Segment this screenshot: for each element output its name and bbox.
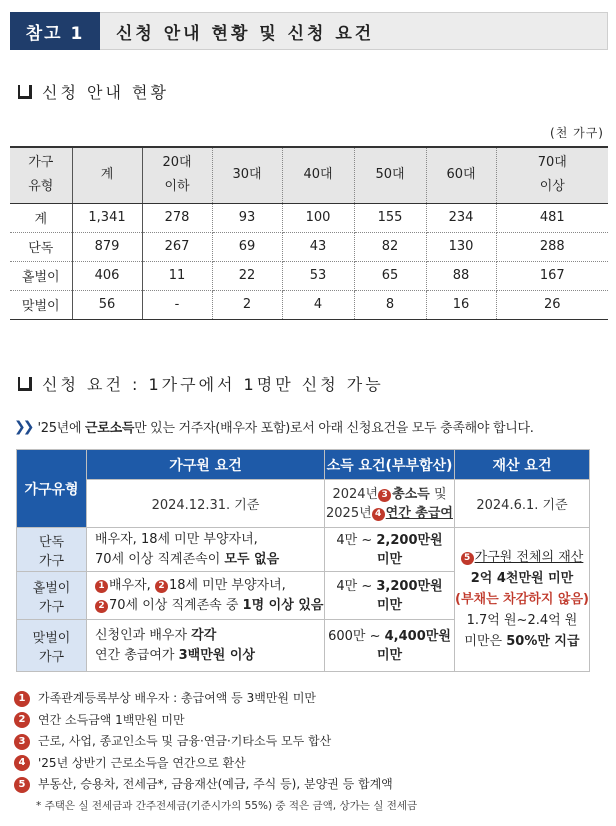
status-table	[10, 146, 608, 320]
table-cell: 155	[354, 203, 426, 232]
table-cell: 4	[282, 290, 354, 319]
section-heading-requirements	[18, 372, 384, 395]
note-item: 4 '25년 상반기 근로소득을 연간으로 환산	[14, 753, 417, 775]
table-cell: -	[142, 290, 212, 319]
table-cell: 53	[282, 261, 354, 290]
note-item: 5 부동산, 승용차, 전세금*, 금융재산(예금, 주식 등), 분양권 등 합계액	[14, 774, 417, 796]
section-title: 신청 안내 현황	[42, 83, 169, 102]
table-cell: 56	[72, 290, 142, 319]
table-cell: 11	[142, 261, 212, 290]
table-cell: 2	[212, 290, 282, 319]
intro-line	[14, 417, 534, 436]
member-req-single-earner: 1 배우자, 2 18세 미만 부양자녀, 2 70세 이상 직계존속 중 1명 이상 있음	[87, 572, 325, 620]
column-header-30s: 30대	[212, 147, 282, 203]
table-cell: 100	[282, 203, 354, 232]
table-row	[10, 203, 608, 232]
table-row	[10, 290, 608, 319]
header-household-type: 가구유형	[17, 450, 87, 528]
table-cell: 16	[426, 290, 496, 319]
section-title: 신청 요건 : 1가구에서 1명만 신청 가능	[42, 375, 384, 394]
intro-text: '25년에 근로소득만 있는 거주자(배우자 포함)로서 아래 신청요건을 모두 충족해야 합니다.	[37, 421, 534, 436]
table-cell: 234	[426, 203, 496, 232]
row-label: 단독	[10, 232, 72, 261]
note-item: 1 가족관계등록부상 배우자 : 총급여액 등 3백만원 미만	[14, 688, 417, 710]
table-cell: 1,341	[72, 203, 142, 232]
column-header-40s: 40대	[282, 147, 354, 203]
row-label: 계	[10, 203, 72, 232]
income-req-single-earner: 4만 ~ 3,200만원 미만	[325, 572, 455, 620]
column-header-type: 가구 유형	[10, 147, 72, 203]
double-chevron-icon: ❯❯	[14, 418, 32, 435]
table-cell: 82	[354, 232, 426, 261]
table-cell: 167	[496, 261, 608, 290]
section-heading-status	[18, 80, 169, 103]
table-cell: 130	[426, 232, 496, 261]
asset-basis-date: 2024.6.1. 기준	[455, 480, 590, 528]
income-basis: 2024년 3 총소득 및 2025년 4 연간 총급여	[325, 480, 455, 528]
table-cell: 65	[354, 261, 426, 290]
page-header	[10, 12, 608, 50]
unit-label: (천 가구)	[550, 126, 604, 140]
row-label-dual-earner: 맞벌이 가구	[17, 620, 87, 672]
table-row	[10, 232, 608, 261]
column-header-70s: 70대 이상	[496, 147, 608, 203]
column-header-total: 계	[72, 147, 142, 203]
member-req-single: 배우자, 18세 미만 부양자녀, 70세 이상 직계존속이 모두 없음	[87, 528, 325, 572]
page-title: 신청 안내 현황 및 신청 요건	[100, 12, 608, 50]
table-cell: 879	[72, 232, 142, 261]
requirements-table	[16, 449, 590, 672]
column-header-50s: 50대	[354, 147, 426, 203]
header-member-req: 가구원 요건	[87, 450, 325, 480]
table-cell: 267	[142, 232, 212, 261]
table-cell: 406	[72, 261, 142, 290]
member-req-dual-earner: 신청인과 배우자 각각 연간 총급여가 3백만원 이상	[87, 620, 325, 672]
column-header-20s: 20대 이하	[142, 147, 212, 203]
checkbox-bullet-icon	[18, 377, 32, 391]
note-item: 2 연간 소득금액 1백만원 미만	[14, 710, 417, 732]
column-header-60s: 60대	[426, 147, 496, 203]
table-cell: 481	[496, 203, 608, 232]
table-cell: 8	[354, 290, 426, 319]
header-income-req: 소득 요건(부부합산)	[325, 450, 455, 480]
table-row	[10, 261, 608, 290]
income-req-single: 4만 ~ 2,200만원 미만	[325, 528, 455, 572]
table-cell: 288	[496, 232, 608, 261]
table-cell: 43	[282, 232, 354, 261]
table-cell: 22	[212, 261, 282, 290]
row-label-single-earner: 홑벌이 가구	[17, 572, 87, 620]
table-cell: 69	[212, 232, 282, 261]
checkbox-bullet-icon	[18, 85, 32, 99]
member-basis-date: 2024.12.31. 기준	[87, 480, 325, 528]
asset-req: 5 가구원 전체의 재산 2억 4천만원 미만 (부채는 차감하지 않음) 1.7억 원~2.4억 원 미만은 50%만 지급	[455, 528, 590, 672]
header-asset-req: 재산 요건	[455, 450, 590, 480]
row-label: 맞벌이	[10, 290, 72, 319]
notes-list	[14, 688, 417, 817]
footnote: * 주택은 실 전세금과 간주전세금(기준시가의 55%) 중 적은 금액, 상가는 실 전세금	[36, 799, 418, 812]
income-req-dual-earner: 600만 ~ 4,400만원 미만	[325, 620, 455, 672]
row-label: 홑벌이	[10, 261, 72, 290]
table-cell: 93	[212, 203, 282, 232]
table-cell: 88	[426, 261, 496, 290]
row-label-single: 단독 가구	[17, 528, 87, 572]
note-item: 3 근로, 사업, 종교인소득 및 금융·연금·기타소득 모두 합산	[14, 731, 417, 753]
reference-tag: 참고 1	[10, 12, 100, 50]
table-cell: 26	[496, 290, 608, 319]
table-cell: 278	[142, 203, 212, 232]
